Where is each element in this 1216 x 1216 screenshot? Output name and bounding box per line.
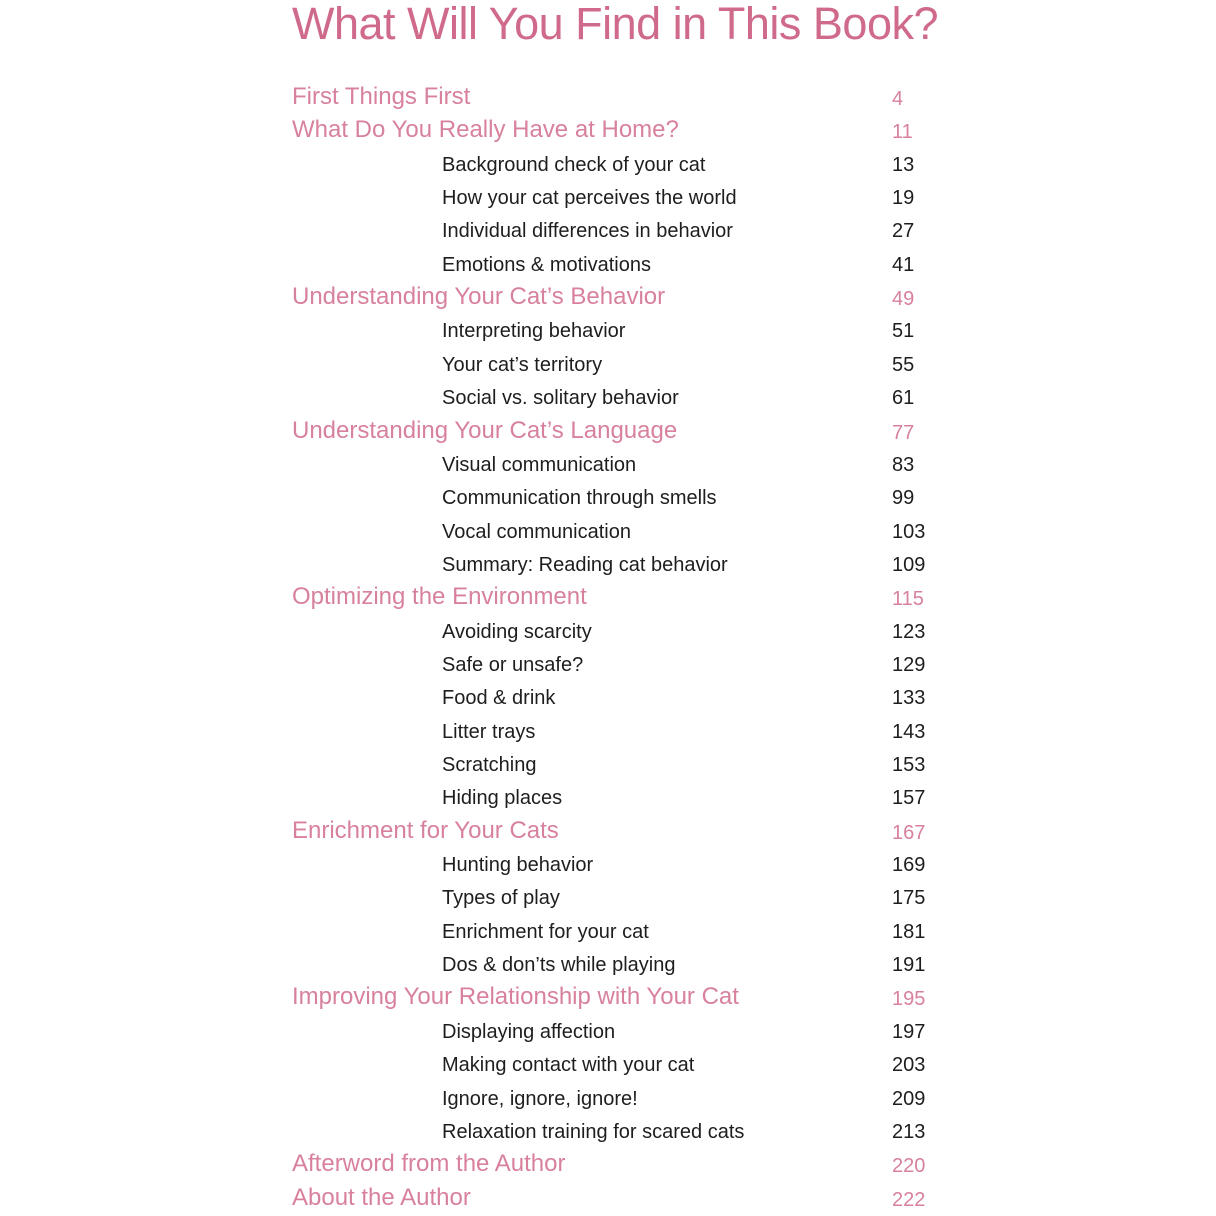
page-number: 195 <box>892 988 926 1011</box>
section-title: Vocal communication <box>442 520 631 543</box>
page-title: What Will You Find in This Book? <box>292 0 938 49</box>
page-number: 99 <box>892 487 915 510</box>
page-number: 103 <box>892 520 926 543</box>
page-number: 167 <box>892 821 926 844</box>
chapter-title: Understanding Your Cat’s Language <box>292 416 678 444</box>
section-title: Enrichment for your cat <box>442 920 649 943</box>
toc-section-entry <box>0 149 1216 182</box>
toc-section-entry <box>0 849 1216 882</box>
page-number: 41 <box>892 253 915 276</box>
page-number: 83 <box>892 453 915 476</box>
section-title: Individual differences in behavior <box>442 220 733 243</box>
toc-section-entry <box>0 949 1216 982</box>
section-title: Litter trays <box>442 720 536 743</box>
section-title: Interpreting behavior <box>442 320 626 343</box>
toc-chapter-entry <box>0 982 1216 1015</box>
toc-section-entry <box>0 1116 1216 1149</box>
page-number: 13 <box>892 153 915 176</box>
chapter-title: Understanding Your Cat’s Behavior <box>292 283 666 311</box>
page-number: 77 <box>892 421 915 444</box>
toc-section-entry <box>0 616 1216 649</box>
section-title: Food & drink <box>442 687 556 710</box>
section-title: Your cat’s territory <box>442 353 603 376</box>
toc-section-entry <box>0 315 1216 348</box>
page-number: 55 <box>892 353 915 376</box>
page-number: 27 <box>892 220 915 243</box>
toc-section-entry <box>0 182 1216 215</box>
toc-section-entry <box>0 249 1216 282</box>
chapter-title: About the Author <box>292 1183 471 1211</box>
toc-section-entry <box>0 1049 1216 1082</box>
toc-section-entry <box>0 749 1216 782</box>
page-number: 213 <box>892 1120 926 1143</box>
toc-section-entry <box>0 1016 1216 1049</box>
chapter-title: What Do You Really Have at Home? <box>292 116 679 144</box>
section-title: Communication through smells <box>442 487 717 510</box>
toc-section-entry <box>0 882 1216 915</box>
section-title: Visual communication <box>442 453 637 476</box>
toc-chapter-entry <box>0 1183 1216 1216</box>
chapter-title: Optimizing the Environment <box>292 583 587 611</box>
toc-section-entry <box>0 449 1216 482</box>
toc-chapter-entry <box>0 115 1216 148</box>
page-number: 157 <box>892 787 926 810</box>
toc-section-entry <box>0 516 1216 549</box>
section-title: Displaying affection <box>442 1020 616 1043</box>
section-title: Types of play <box>442 887 560 910</box>
toc-section-entry <box>0 782 1216 815</box>
chapter-title: Enrichment for Your Cats <box>292 816 559 844</box>
page-number: 123 <box>892 620 926 643</box>
toc-chapter-entry <box>0 816 1216 849</box>
section-title: Dos & don’ts while playing <box>442 954 676 977</box>
toc-section-entry <box>0 349 1216 382</box>
toc-chapter-entry <box>0 282 1216 315</box>
toc-chapter-entry <box>0 416 1216 449</box>
chapter-title: Improving Your Relationship with Your Cat <box>292 983 739 1011</box>
section-title: Summary: Reading cat behavior <box>442 553 728 576</box>
section-title: Hunting behavior <box>442 854 594 877</box>
page-number: 153 <box>892 754 926 776</box>
page-number: 143 <box>892 720 926 743</box>
section-title: Making contact with your cat <box>442 1054 695 1077</box>
page-number: 222 <box>892 1188 926 1211</box>
page-number: 61 <box>892 387 915 410</box>
page-number: 49 <box>892 288 915 311</box>
page-number: 181 <box>892 920 926 943</box>
toc-chapter-entry <box>0 82 1216 115</box>
toc-section-entry <box>0 215 1216 248</box>
toc-section-entry <box>0 916 1216 949</box>
page-number: 4 <box>892 88 904 110</box>
section-title: Background check of your cat <box>442 153 706 176</box>
page-number: 220 <box>892 1155 926 1178</box>
section-title: Safe or unsafe? <box>442 653 584 676</box>
page-number: 19 <box>892 187 915 210</box>
section-title: Social vs. solitary behavior <box>442 387 679 410</box>
page-number: 209 <box>892 1087 926 1110</box>
page-number: 51 <box>892 320 915 343</box>
section-title: Scratching <box>442 754 537 776</box>
section-title: Ignore, ignore, ignore! <box>442 1087 638 1110</box>
page-number: 197 <box>892 1020 926 1043</box>
toc-chapter-entry <box>0 1149 1216 1182</box>
page-number: 175 <box>892 887 926 910</box>
section-title: Emotions & motivations <box>442 253 651 276</box>
toc-section-entry <box>0 382 1216 415</box>
page-number: 133 <box>892 687 926 710</box>
toc-section-entry <box>0 649 1216 682</box>
page-number: 129 <box>892 653 926 676</box>
section-title: Hiding places <box>442 787 563 810</box>
section-title: Relaxation training for scared cats <box>442 1120 745 1143</box>
toc-section-entry <box>0 482 1216 515</box>
section-title: Avoiding scarcity <box>442 620 592 643</box>
toc-section-entry <box>0 1083 1216 1116</box>
section-title: How your cat perceives the world <box>442 187 737 210</box>
toc-section-entry <box>0 549 1216 582</box>
page-number: 191 <box>892 954 926 977</box>
page-number: 203 <box>892 1054 926 1077</box>
page-number: 109 <box>892 553 926 576</box>
chapter-title: Afterword from the Author <box>292 1150 566 1178</box>
page-number: 115 <box>892 588 924 611</box>
page-number: 169 <box>892 854 926 877</box>
toc-section-entry <box>0 716 1216 749</box>
toc-section-entry <box>0 682 1216 715</box>
page-number: 11 <box>892 121 913 144</box>
chapter-title: First Things First <box>292 83 471 110</box>
toc-chapter-entry <box>0 582 1216 615</box>
